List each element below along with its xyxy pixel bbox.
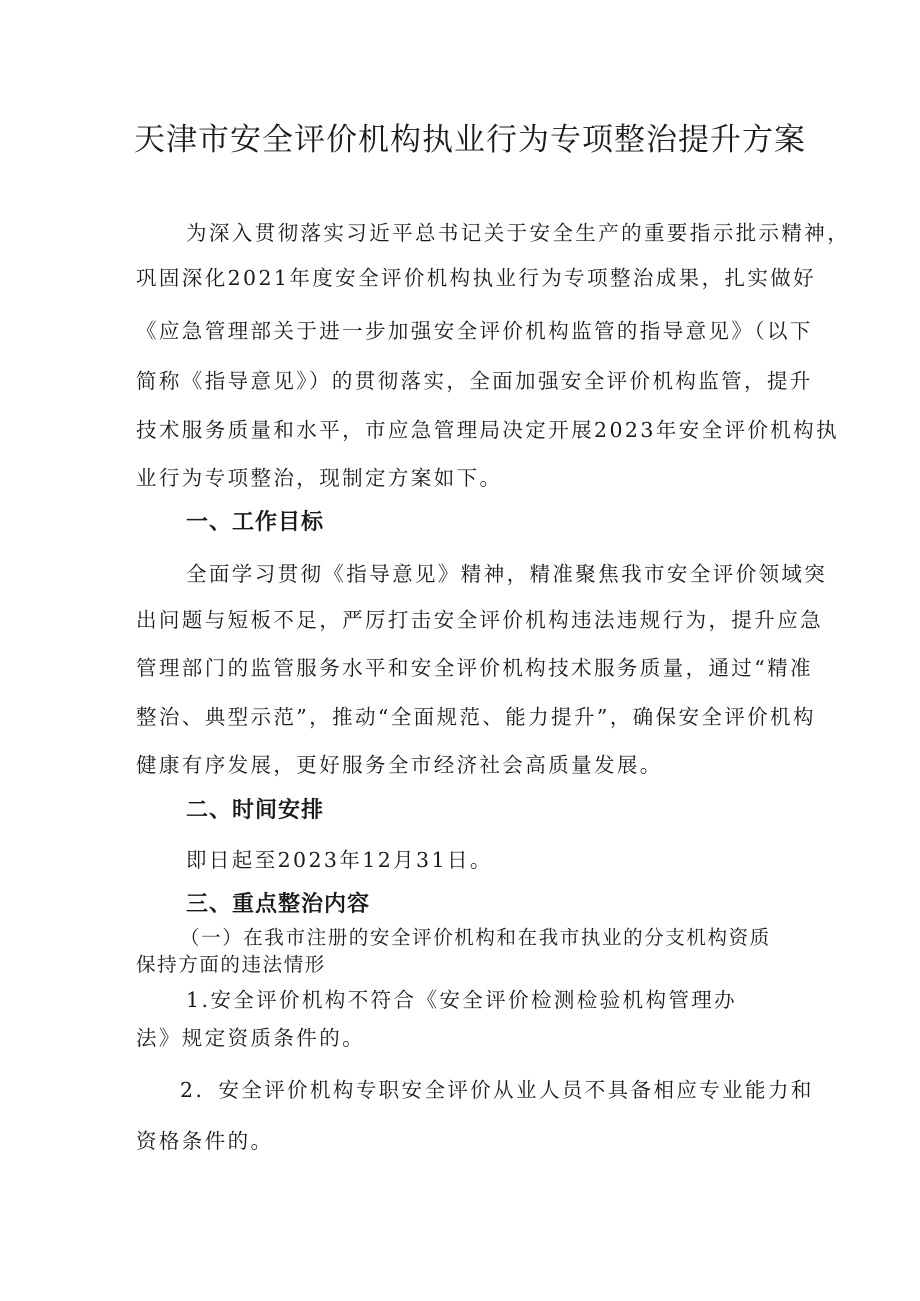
- section-heading: 二、时间安排: [186, 798, 325, 823]
- section-heading: 一、工作目标: [186, 510, 325, 535]
- list-item-line: 1.安全评价机构不符合《安全评价检测检验机构管理办: [186, 988, 738, 1012]
- paragraph-line: 管理部门的监管服务水平和安全评价机构技术服务质量，通过“精准: [136, 656, 813, 680]
- intro-line: 技术服务质量和水平，市应急管理局决定开展2023年安全评价机构执: [136, 418, 839, 442]
- list-item-line: 法》规定资质条件的。: [136, 1026, 365, 1050]
- intro-line: 为深入贯彻落实习近平总书记关于安全生产的重要指示批示精神，: [186, 221, 851, 245]
- intro-line: 《应急管理部关于进一步加强安全评价机构监管的指导意见》（以下: [136, 319, 813, 343]
- paragraph-line: 全面学习贯彻《指导意见》精神，精准聚焦我市安全评价领域突: [186, 562, 828, 586]
- intro-line: 简称《指导意见》）的贯彻落实，全面加强安全评价机构监管，提升: [136, 369, 813, 393]
- paragraph-line: 整治、典型示范”，推动“全面规范、能力提升”，确保安全评价机构: [136, 705, 816, 729]
- section-heading: 三、重点整治内容: [186, 892, 371, 917]
- intro-line: 巩固深化2021年度安全评价机构执业行为专项整治成果，扎实做好: [136, 266, 817, 290]
- paragraph-line: 出问题与短板不足，严厉打击安全评价机构违法违规行为，提升应急: [136, 608, 823, 632]
- document-title: 天津市安全评价机构执业行为专项整治提升方案: [134, 122, 806, 158]
- paragraph-line: 健康有序发展，更好服务全市经济社会高质量发展。: [136, 753, 663, 777]
- list-item-line: 资格条件的。: [136, 1129, 274, 1153]
- subsection-line: （一）在我市注册的安全评价机构和在我市执业的分支机构资质: [180, 926, 771, 949]
- paragraph-line: 即日起至2023年12月31日。: [186, 848, 493, 872]
- intro-line: 业行为专项整治，现制定方案如下。: [136, 466, 503, 490]
- list-item-line: 2．安全评价机构专职安全评价从业人员不具备相应专业能力和: [180, 1078, 814, 1102]
- subsection-line: 保持方面的违法情形: [136, 953, 326, 976]
